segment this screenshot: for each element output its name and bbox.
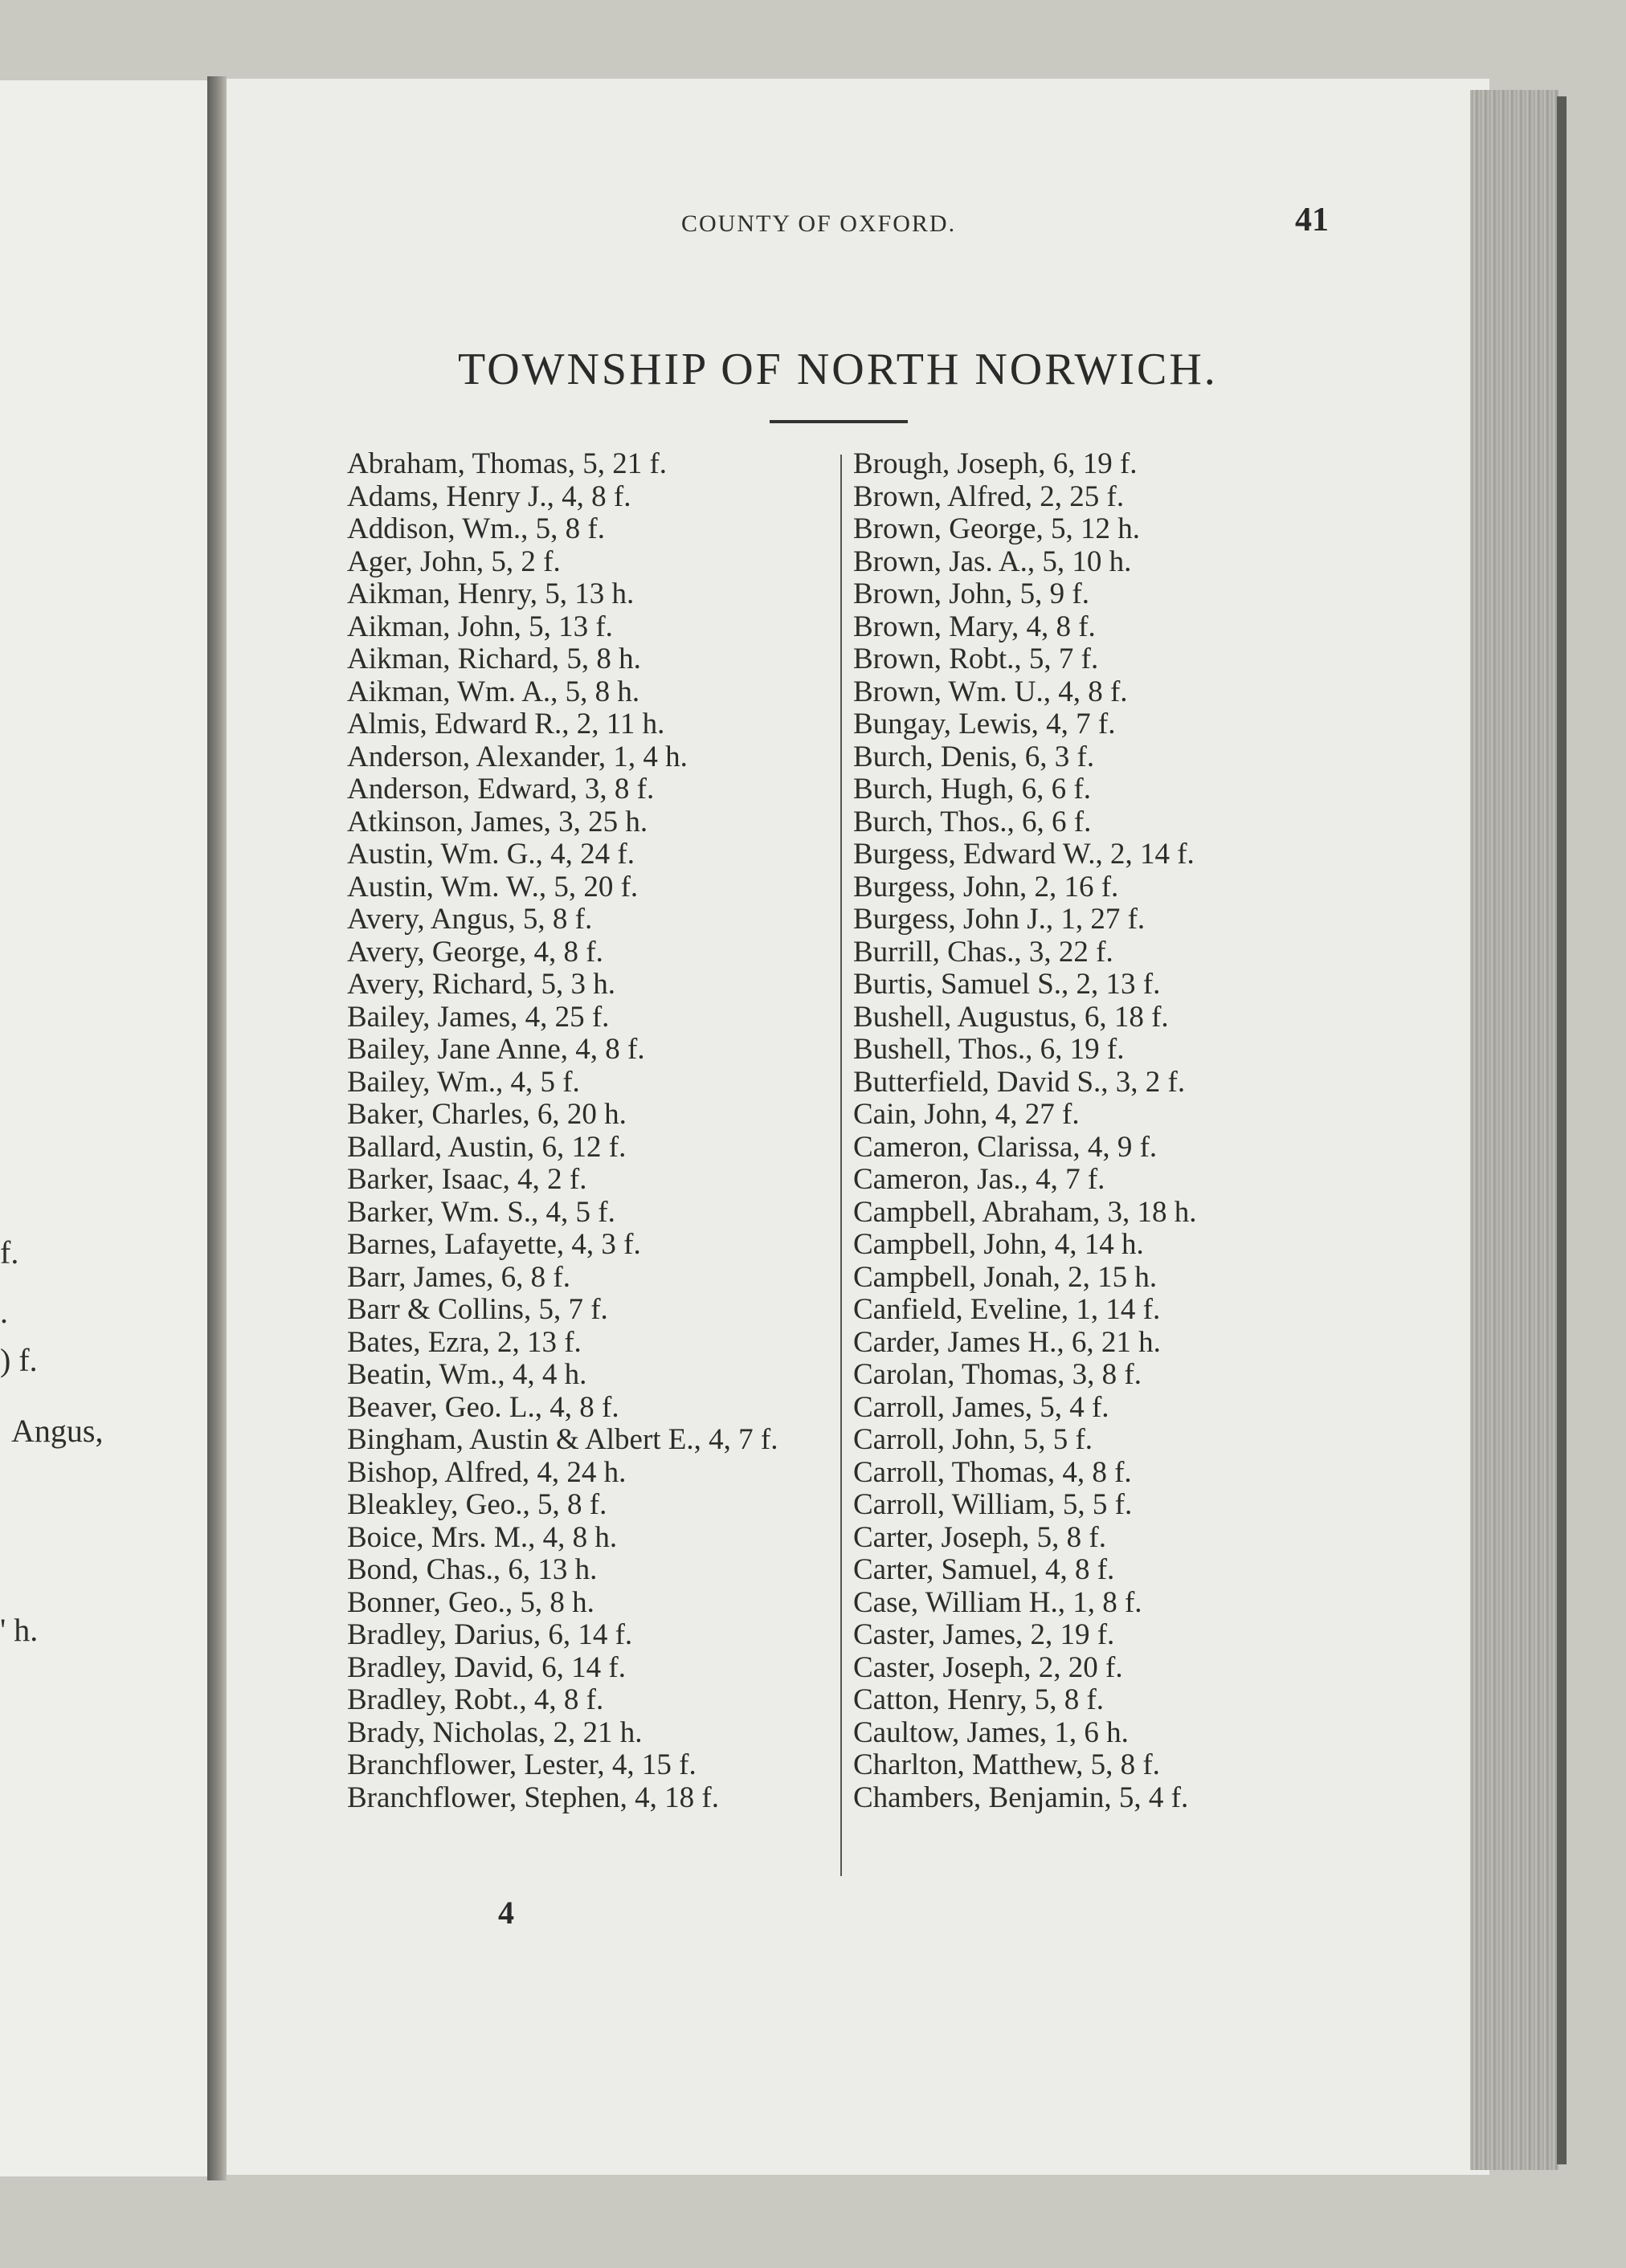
- list-item: Baker, Charles, 6, 20 h.: [347, 1098, 627, 1131]
- list-item: Catton, Henry, 5, 8 f.: [853, 1683, 1105, 1716]
- list-item: Bungay, Lewis, 4, 7 f.: [853, 708, 1116, 740]
- list-item: Burch, Denis, 6, 3 f.: [853, 740, 1095, 773]
- book-cover-edge: [1557, 96, 1567, 2164]
- list-item: Austin, Wm. W., 5, 20 f.: [347, 870, 639, 904]
- list-item: Brough, Joseph, 6, 19 f.: [853, 447, 1138, 480]
- list-item: Bushell, Augustus, 6, 18 f.: [853, 1000, 1169, 1034]
- left-page-fragment: .: [0, 1294, 8, 1330]
- list-item: Barker, Wm. S., 4, 5 f.: [347, 1195, 615, 1229]
- list-item: Bonner, Geo., 5, 8 h.: [347, 1585, 594, 1619]
- list-item: Brown, Mary, 4, 8 f.: [853, 610, 1096, 643]
- list-item: Brown, Robt., 5, 7 f.: [853, 642, 1099, 675]
- list-item: Austin, Wm. G., 4, 24 f.: [347, 838, 635, 871]
- list-item: Bradley, Robt., 4, 8 f.: [347, 1683, 604, 1716]
- list-item: Bailey, James, 4, 25 f.: [347, 1000, 610, 1034]
- list-item: Burrill, Chas., 3, 22 f.: [853, 935, 1113, 969]
- running-head: COUNTY OF OXFORD.: [681, 210, 957, 237]
- list-item: Branchflower, Stephen, 4, 18 f.: [347, 1781, 719, 1814]
- page-number: 41: [1295, 202, 1329, 239]
- list-item: Burch, Hugh, 6, 6 f.: [853, 773, 1091, 806]
- left-page-fragment: Angus,: [11, 1413, 104, 1449]
- list-item: Aikman, John, 5, 13 f.: [347, 610, 613, 643]
- list-item: Aikman, Richard, 5, 8 h.: [347, 642, 641, 675]
- signature-mark: 4: [498, 1895, 514, 1931]
- list-item: Avery, George, 4, 8 f.: [347, 935, 603, 969]
- title-rule: [770, 420, 908, 423]
- page-edges: [1470, 90, 1559, 2170]
- list-item: Charlton, Matthew, 5, 8 f.: [853, 1748, 1160, 1781]
- left-column-list: [347, 448, 778, 1814]
- list-item: Anderson, Alexander, 1, 4 h.: [347, 740, 688, 773]
- list-item: Campbell, Jonah, 2, 15 h.: [853, 1260, 1158, 1294]
- list-item: Burgess, Edward W., 2, 14 f.: [853, 838, 1195, 871]
- list-item: Chambers, Benjamin, 5, 4 f.: [853, 1781, 1189, 1814]
- list-item: Burch, Thos., 6, 6 f.: [853, 805, 1092, 838]
- list-item: Addison, Wm., 5, 8 f.: [347, 512, 606, 545]
- list-item: Burtis, Samuel S., 2, 13 f.: [853, 968, 1161, 1001]
- list-item: Bradley, David, 6, 14 f.: [347, 1650, 626, 1684]
- list-item: Carroll, Thomas, 4, 8 f.: [853, 1455, 1132, 1489]
- list-item: Burgess, John, 2, 16 f.: [853, 870, 1119, 904]
- list-item: Bailey, Jane Anne, 4, 8 f.: [347, 1033, 645, 1066]
- list-item: Brown, George, 5, 12 h.: [853, 512, 1140, 545]
- right-column-list: [853, 448, 1197, 1814]
- list-item: Bingham, Austin & Albert E., 4, 7 f.: [347, 1423, 778, 1456]
- list-item: Beaver, Geo. L., 4, 8 f.: [347, 1390, 619, 1424]
- list-item: Caster, Joseph, 2, 20 f.: [853, 1650, 1123, 1684]
- list-item: Caultow, James, 1, 6 h.: [853, 1715, 1129, 1749]
- list-item: Aikman, Wm. A., 5, 8 h.: [347, 675, 640, 708]
- list-item: Bishop, Alfred, 4, 24 h.: [347, 1455, 627, 1489]
- left-page-fragment: f.: [0, 1234, 19, 1271]
- left-facing-page: [0, 80, 210, 2176]
- section-title: TOWNSHIP OF NORTH NORWICH.: [458, 345, 1218, 394]
- list-item: Avery, Angus, 5, 8 f.: [347, 903, 593, 936]
- column-divider: [840, 455, 842, 1876]
- left-page-fragment: ' h.: [0, 1612, 39, 1648]
- list-item: Cameron, Clarissa, 4, 9 f.: [853, 1130, 1158, 1164]
- list-item: Campbell, John, 4, 14 h.: [853, 1228, 1144, 1261]
- left-page-fragment: ) f.: [0, 1342, 38, 1378]
- list-item: Barr & Collins, 5, 7 f.: [347, 1293, 608, 1326]
- list-item: Avery, Richard, 5, 3 h.: [347, 968, 615, 1001]
- list-item: Bleakley, Geo., 5, 8 f.: [347, 1488, 607, 1521]
- list-item: Atkinson, James, 3, 25 h.: [347, 805, 648, 838]
- list-item: Barr, James, 6, 8 f.: [347, 1260, 571, 1294]
- list-item: Ager, John, 5, 2 f.: [347, 545, 561, 578]
- list-item: Bradley, Darius, 6, 14 f.: [347, 1618, 633, 1651]
- list-item: Branchflower, Lester, 4, 15 f.: [347, 1748, 697, 1781]
- list-item: Campbell, Abraham, 3, 18 h.: [853, 1195, 1197, 1229]
- list-item: Carroll, John, 5, 5 f.: [853, 1423, 1093, 1456]
- list-item: Carder, James H., 6, 21 h.: [853, 1325, 1161, 1359]
- list-item: Carolan, Thomas, 3, 8 f.: [853, 1358, 1142, 1391]
- list-item: Carter, Joseph, 5, 8 f.: [853, 1520, 1107, 1554]
- list-item: Bushell, Thos., 6, 19 f.: [853, 1033, 1125, 1066]
- list-item: Almis, Edward R., 2, 11 h.: [347, 708, 665, 740]
- list-item: Butterfield, David S., 3, 2 f.: [853, 1065, 1186, 1099]
- list-item: Carroll, William, 5, 5 f.: [853, 1488, 1133, 1521]
- list-item: Ballard, Austin, 6, 12 f.: [347, 1130, 627, 1164]
- list-item: Anderson, Edward, 3, 8 f.: [347, 773, 655, 806]
- list-item: Brown, Jas. A., 5, 10 h.: [853, 545, 1132, 578]
- list-item: Bailey, Wm., 4, 5 f.: [347, 1065, 580, 1099]
- list-item: Adams, Henry J., 4, 8 f.: [347, 479, 631, 513]
- list-item: Carroll, James, 5, 4 f.: [853, 1390, 1109, 1424]
- list-item: Canfield, Eveline, 1, 14 f.: [853, 1293, 1161, 1326]
- list-item: Bates, Ezra, 2, 13 f.: [347, 1325, 582, 1359]
- list-item: Brown, Alfred, 2, 25 f.: [853, 479, 1125, 513]
- list-item: Cameron, Jas., 4, 7 f.: [853, 1163, 1105, 1196]
- list-item: Abraham, Thomas, 5, 21 f.: [347, 447, 668, 480]
- list-item: Brady, Nicholas, 2, 21 h.: [347, 1715, 643, 1749]
- list-item: Boice, Mrs. M., 4, 8 h.: [347, 1520, 618, 1554]
- list-item: Brown, John, 5, 9 f.: [853, 577, 1089, 610]
- list-item: Cain, John, 4, 27 f.: [853, 1098, 1080, 1131]
- list-item: Barnes, Lafayette, 4, 3 f.: [347, 1228, 641, 1261]
- list-item: Carter, Samuel, 4, 8 f.: [853, 1553, 1115, 1586]
- list-item: Brown, Wm. U., 4, 8 f.: [853, 675, 1128, 708]
- list-item: Aikman, Henry, 5, 13 h.: [347, 577, 635, 610]
- book-gutter-shadow: [207, 76, 227, 2180]
- list-item: Case, William H., 1, 8 f.: [853, 1585, 1142, 1619]
- list-item: Beatin, Wm., 4, 4 h.: [347, 1358, 587, 1391]
- list-item: Caster, James, 2, 19 f.: [853, 1618, 1115, 1651]
- list-item: Barker, Isaac, 4, 2 f.: [347, 1163, 587, 1196]
- list-item: Burgess, John J., 1, 27 f.: [853, 903, 1146, 936]
- list-item: Bond, Chas., 6, 13 h.: [347, 1553, 598, 1586]
